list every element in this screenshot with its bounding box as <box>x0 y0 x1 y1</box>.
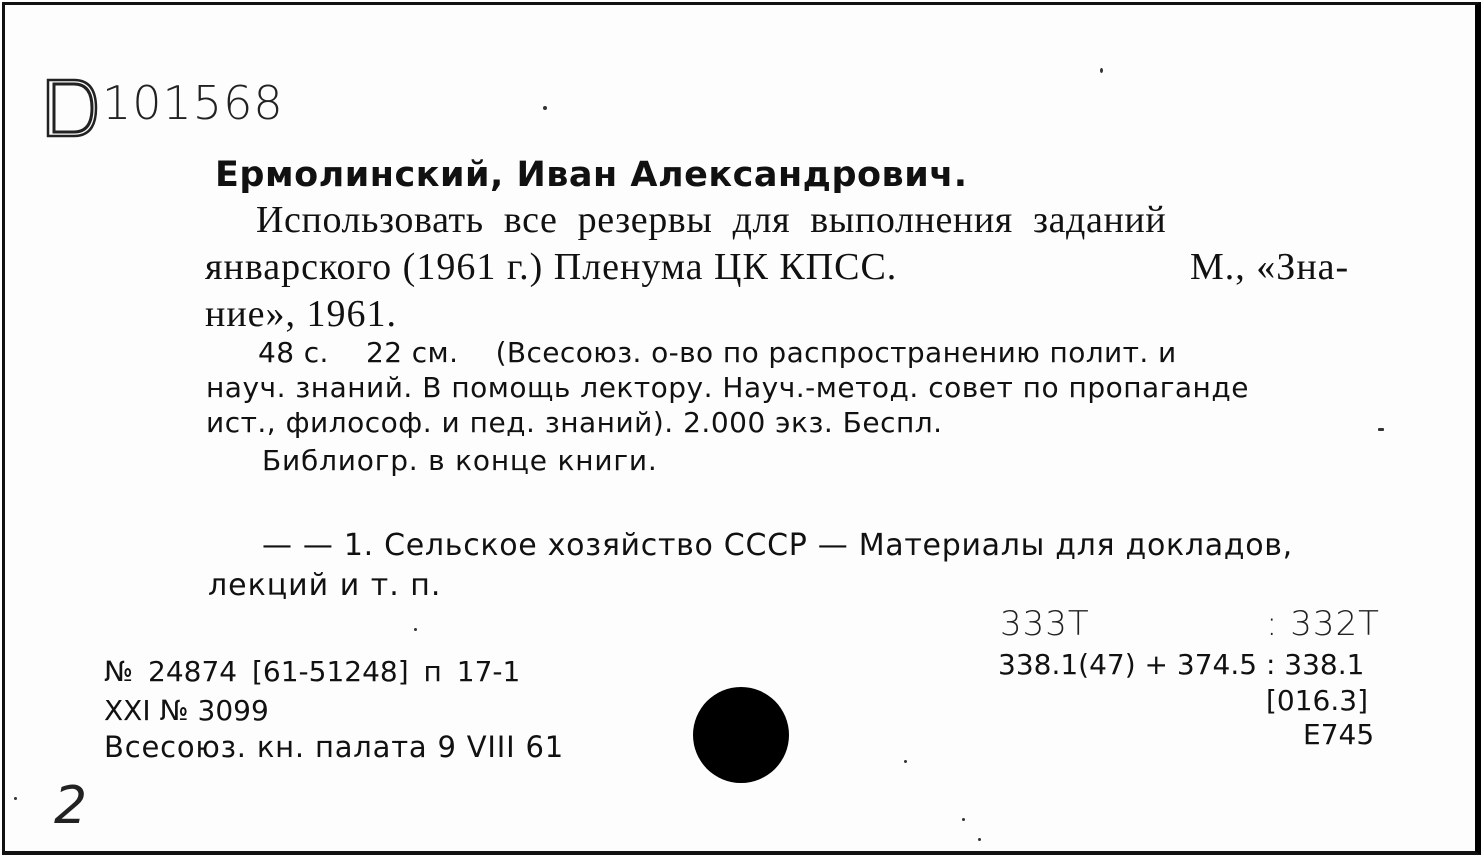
bibliography-note: Библиогр. в конце книги. <box>262 444 658 477</box>
classification-line-3: Е745 <box>1303 718 1375 751</box>
speck <box>414 628 417 631</box>
speck <box>543 106 547 110</box>
corner-mark: 2 <box>54 776 88 836</box>
subject-line-1: — — 1. Сельское хозяйство СССР — Материалы для докладов, <box>262 528 1293 563</box>
title-line-1: Использовать все резервы для выполнения заданий <box>256 199 1167 241</box>
d-stamp-icon <box>46 78 98 138</box>
imprint-fragment: М., «Зна- <box>1190 246 1350 288</box>
title-line-3: ние», 1961. <box>205 293 398 335</box>
author-heading: Ермолинский, Иван Александрович. <box>215 155 968 195</box>
registry-line-3: Всесоюз. кн. палата 9 VIII 61 <box>104 730 564 764</box>
accession-number: 101568 <box>102 76 284 130</box>
description-line-2: науч. знаний. В помощь лектору. Науч.-метод. совет по пропаганде <box>206 371 1249 404</box>
description-line-1: 48 с. 22 см. (Всесоюз. о-во по распространению полит. и <box>258 336 1177 369</box>
subject-line-2: лекций и т. п. <box>208 568 442 603</box>
speck <box>904 760 907 763</box>
speck <box>978 838 981 841</box>
speck <box>1378 428 1384 431</box>
registry-line-2: XXI № 3099 <box>104 694 269 727</box>
handwritten-code-right: : 332Т <box>1266 604 1380 644</box>
punch-hole <box>693 687 789 783</box>
title-line-2: январского (1961 г.) Пленума ЦК КПСС. <box>205 246 898 288</box>
speck <box>1100 68 1103 73</box>
classification-line-2: [016.3] <box>1266 684 1369 717</box>
classification-line-1: 338.1(47) + 374.5 : 338.1 <box>998 648 1365 681</box>
handwritten-code-left: 333Т <box>1000 604 1090 644</box>
registry-line-1: № 24874 [61-51248] п 17-1 <box>104 655 521 688</box>
description-line-3: ист., философ. и пед. знаний). 2.000 экз. Беспл. <box>206 406 943 439</box>
speck <box>14 797 17 800</box>
speck <box>962 818 965 821</box>
